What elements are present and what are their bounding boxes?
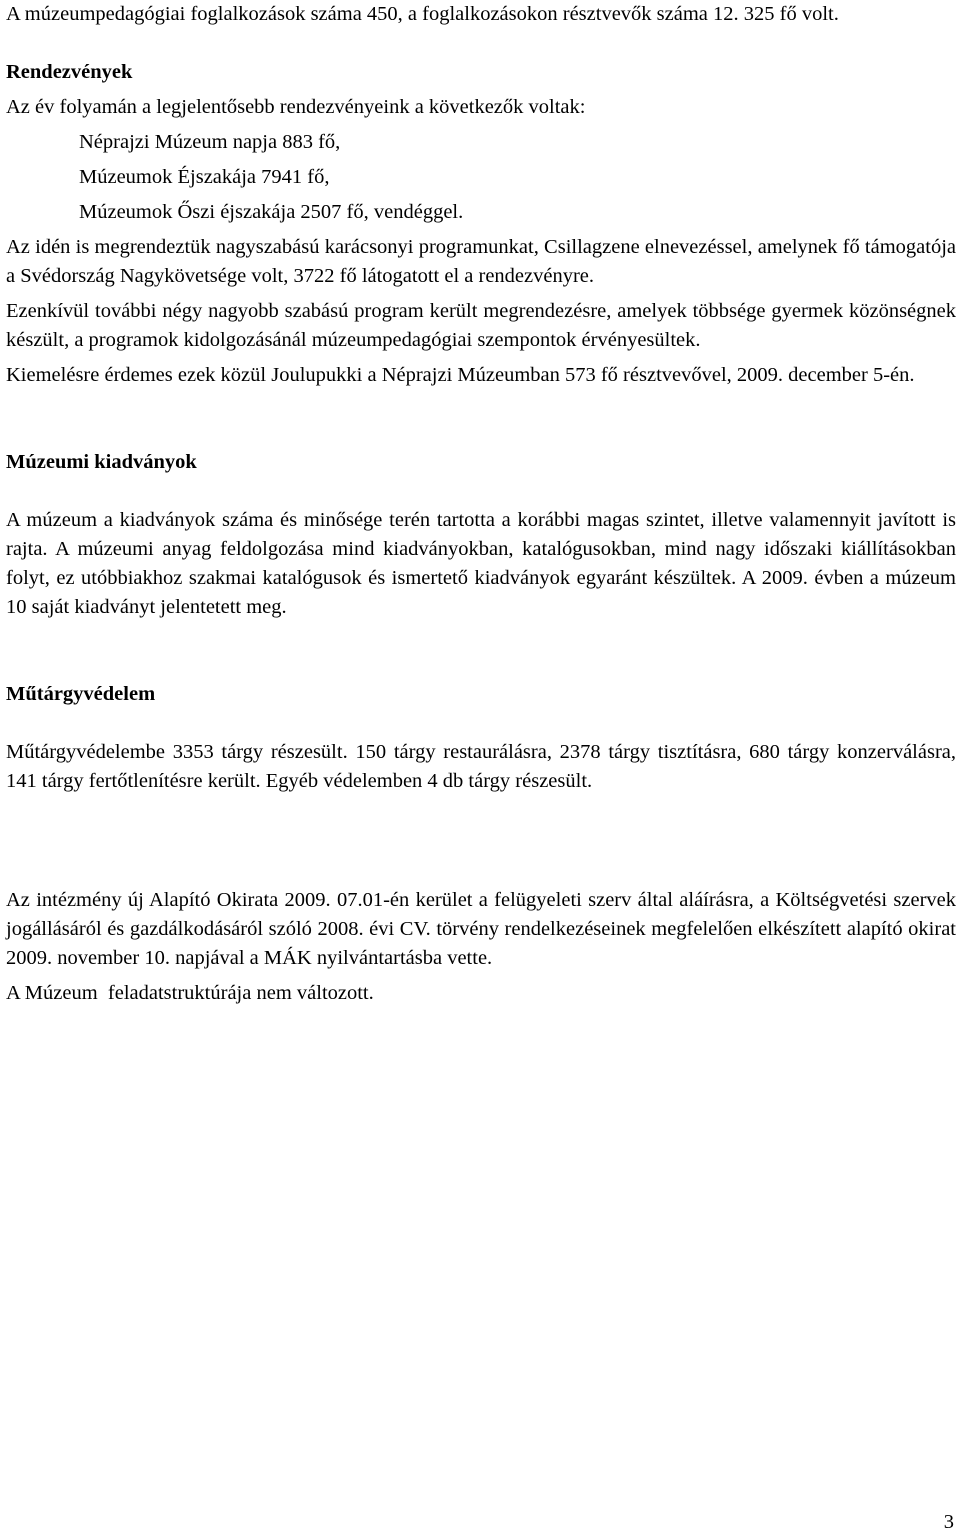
spacer	[6, 709, 956, 738]
spacer	[6, 29, 956, 58]
events-paragraph: Az idén is megrendeztük nagyszabású karácsonyi programunkat, Csillagzene elnevezéssel, amelynek fő támogatója a Svédország Nagykövetsége volt, 3722 fő látogatott el a rendezvényre.	[6, 236, 956, 287]
intro-paragraph: A múzeumpedagógiai foglalkozások száma 450, a foglalkozásokon résztvevők száma 12. 325 fő volt.	[6, 3, 839, 25]
event-item: Múzeumok Éjszakája 7941 fő,	[79, 166, 330, 188]
conservation-paragraph: Műtárgyvédelembe 3353 tárgy részesült. 150 tárgy restaurálásra, 2378 tárgy tisztításra, 680 tárgy konzerválásra, 141 tárgy fertőtlenítésre került. Egyéb védelemben 4 db tárgy részesült.	[6, 741, 956, 792]
spacer	[6, 390, 956, 448]
spacer	[6, 477, 956, 506]
spacer	[6, 622, 956, 680]
event-item: Néprajzi Múzeum napja 883 fő,	[79, 131, 341, 153]
document-page	[6, 0, 956, 1008]
events-paragraph: Ezenkívül további négy nagyobb szabású program került megrendezésre, amelyek többsége gyermek közönségnek készült, a programok kidolgozásánál múzeumpedagógiai szempontok érvényesültek.	[6, 300, 956, 351]
events-lead: Az év folyamán a legjelentősebb rendezvényeink a következők voltak:	[6, 96, 586, 118]
publications-heading: Múzeumi kiadványok	[6, 451, 197, 473]
charter-paragraph: Az intézmény új Alapító Okirata 2009. 07.01-én kerület a felügyeleti szerv által aláírásra, a Költségvetési szervek jogállásáról és gazdálkodásáról szóló 2008. évi CV. törvény rendelkezéseinek megfelelően elkészített alapító okirat 2009. november 10. napjával a MÁK nyilvántartásba vette.	[6, 889, 956, 969]
charter-closing: A Múzeum feladatstruktúrája nem változott.	[6, 982, 374, 1004]
event-item: Múzeumok Őszi éjszakája 2507 fő, vendéggel.	[79, 201, 464, 223]
conservation-heading: Műtárgyvédelem	[6, 683, 156, 705]
page-number: 3	[943, 1511, 954, 1533]
spacer	[6, 796, 956, 886]
publications-paragraph: A múzeum a kiadványok száma és minősége terén tartotta a korábbi magas szintet, illetve valamennyit javított is rajta. A múzeumi anyag feldolgozása mind kiadványokban, katalógusokban, mind nagy időszaki kiállításokban folyt, ez utóbbiakhoz szakmai katalógusok és ismertető kiadványok egyaránt készültek. A 2009. évben a múzeum 10 saját kiadványt jelentetett meg.	[6, 509, 956, 618]
events-heading: Rendezvények	[6, 61, 133, 83]
events-paragraph: Kiemelésre érdemes ezek közül Joulupukki a Néprajzi Múzeumban 573 fő résztvevővel, 2009. december 5-én.	[6, 364, 915, 386]
